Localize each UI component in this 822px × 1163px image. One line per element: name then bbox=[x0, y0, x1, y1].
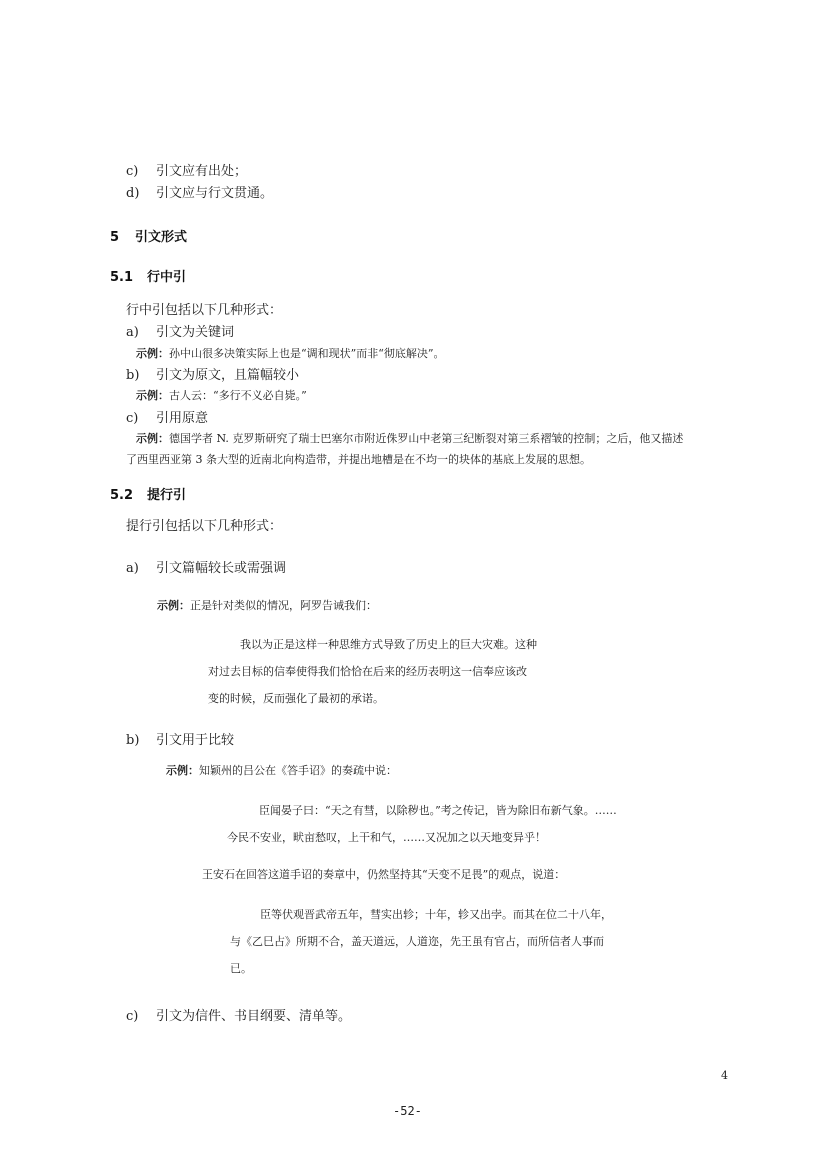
s52-middle-text: 王安石在回答这道手诏的奏章中，仍然坚持其“天变不足畏”的观点，说道： bbox=[202, 868, 566, 881]
section-title: 提行引 bbox=[147, 488, 187, 503]
example-text: 孙中山很多决策实际上也是“调和现状”而非“彻底解决”。 bbox=[169, 347, 445, 360]
s51-example-b bbox=[136, 387, 307, 403]
s51-example-c-line2: 了西里西亚第 3 条大型的近南北向构造带，并提出地槽是在不均一的块体的基底上发展的思想。 bbox=[126, 453, 591, 466]
s52-item-b bbox=[126, 729, 234, 748]
list-item-d bbox=[126, 182, 273, 201]
example-text: 正是针对类似的情况，阿罗告诫我们： bbox=[190, 599, 377, 612]
section-number: 5.1 bbox=[110, 270, 134, 285]
list-label: a) bbox=[126, 561, 139, 576]
quote-line: 臣等伏观晋武帝五年，彗实出轸；十年，轸又出孛。而其在位二十八年， bbox=[260, 908, 612, 921]
list-text: 引用原意 bbox=[156, 411, 209, 426]
section-page-number: 4 bbox=[721, 1069, 728, 1082]
section-5-heading bbox=[110, 226, 187, 245]
blockquote-lv bbox=[227, 797, 617, 851]
s51-item-c bbox=[126, 407, 208, 426]
s51-example-a bbox=[136, 345, 445, 361]
example-text: 古人云：“多行不义必自毙。” bbox=[169, 389, 307, 402]
example-label: 示例： bbox=[166, 764, 199, 777]
section-5-1-heading bbox=[110, 266, 186, 285]
quote-line: 与《乙巳占》所期不合，盖天道远，人道迩，先王虽有官占，而所信者人事而 bbox=[230, 935, 604, 948]
example-label: 示例： bbox=[136, 432, 169, 445]
example-text: 德国学者 N. 克罗斯研究了瑞士巴塞尔市附近侏罗山中老第三纪断裂对第三系褶皱的控制；之后，他又描述 bbox=[169, 432, 684, 445]
s51-item-b bbox=[126, 364, 299, 383]
section-title: 行中引 bbox=[147, 270, 187, 285]
s52-example-b bbox=[166, 762, 397, 778]
list-text: 引文应有出处； bbox=[156, 164, 248, 179]
section-number: 5.2 bbox=[110, 488, 134, 503]
list-label: b) bbox=[126, 368, 140, 383]
s52-item-a bbox=[126, 557, 286, 576]
blockquote-wang bbox=[230, 901, 612, 982]
list-label: b) bbox=[126, 733, 140, 748]
s51-example-c-line1 bbox=[136, 430, 683, 446]
quote-line: 已。 bbox=[230, 962, 252, 975]
example-label: 示例： bbox=[136, 347, 169, 360]
example-label: 示例： bbox=[136, 389, 169, 402]
page-number: -52- bbox=[393, 1104, 422, 1118]
quote-line: 臣闻晏子曰：“天之有彗，以除秽也。”考之传记，皆为除旧布新气象。…… bbox=[259, 804, 617, 817]
list-item-c bbox=[126, 160, 247, 179]
quote-line: 变的时候，反而强化了最初的承诺。 bbox=[208, 692, 384, 705]
example-text: 知颖州的吕公在《答手诏》的奏疏中说： bbox=[199, 764, 397, 777]
quote-line: 对过去目标的信奉使得我们恰恰在后来的经历表明这一信奉应该改 bbox=[208, 665, 527, 678]
s51-item-a bbox=[126, 321, 234, 340]
list-text: 引文篇幅较长或需强调 bbox=[156, 561, 287, 576]
list-label: d) bbox=[126, 186, 140, 201]
list-label: c) bbox=[126, 411, 139, 426]
example-label: 示例： bbox=[157, 599, 190, 612]
section-5-2-heading bbox=[110, 484, 186, 503]
quote-line: 我以为正是这样一种思维方式导致了历史上的巨大灾难。这种 bbox=[240, 638, 537, 651]
s52-example-a bbox=[157, 597, 377, 613]
list-text: 引文应与行文贯通。 bbox=[156, 186, 274, 201]
list-text: 引文为关键词 bbox=[156, 325, 235, 340]
quote-line: 今民不安业，畎亩愁叹，上干和气，……又况加之以天地变异乎！ bbox=[227, 831, 546, 844]
section-5-1-intro: 行中引包括以下几种形式： bbox=[126, 303, 283, 318]
list-text: 引文为原文，且篇幅较小 bbox=[156, 368, 300, 383]
list-label: a) bbox=[126, 325, 139, 340]
section-5-2-intro: 提行引包括以下几种形式： bbox=[126, 519, 283, 534]
s52-item-c bbox=[126, 1005, 351, 1024]
list-label: c) bbox=[126, 1009, 139, 1024]
section-title: 引文形式 bbox=[135, 230, 188, 245]
section-number: 5 bbox=[110, 230, 120, 245]
list-text: 引文用于比较 bbox=[156, 733, 235, 748]
list-label: c) bbox=[126, 164, 139, 179]
blockquote-aro bbox=[208, 631, 537, 712]
list-text: 引文为信件、书目纲要、清单等。 bbox=[156, 1009, 352, 1024]
